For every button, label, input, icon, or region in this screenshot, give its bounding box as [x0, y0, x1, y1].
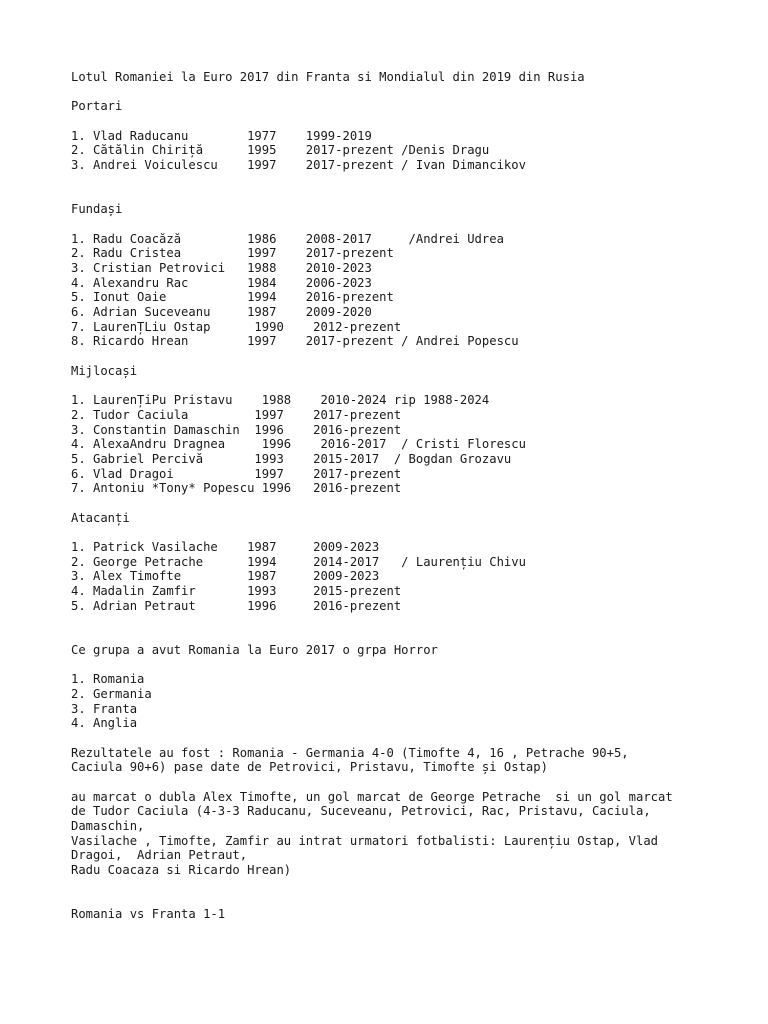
section-heading-portari: Portari [71, 99, 123, 114]
roster-line: 7. LaurenȚLiu Ostap 1990 2012-prezent [71, 319, 402, 334]
details-line: Vasilache , Timofte, Zamfir au intrat urmatori fotbalisti: Laurențiu Ostap, Vlad [71, 833, 658, 848]
roster-line: 1. LaurenȚiPu Pristavu 1988 2010-2024 rip 1988-2024 [71, 393, 490, 408]
roster-line: 4. Madalin Zamfir 1993 2015-prezent [71, 584, 402, 599]
roster-line: 3. Constantin Damaschin 1996 2016-prezent [71, 422, 402, 437]
group-team: 4. Anglia [71, 716, 138, 731]
document-title: Lotul Romaniei la Euro 2017 din Franta si Mondialul din 2019 din Rusia [71, 70, 585, 84]
roster-line: 5. Ionut Oaie 1994 2016-prezent [71, 290, 394, 305]
roster-line: 6. Vlad Dragoi 1997 2017-prezent [71, 466, 402, 481]
roster-line: 2. George Petrache 1994 2014-2017 / Laurențiu Chivu [71, 554, 526, 569]
roster-line: 5. Adrian Petraut 1996 2016-prezent [71, 598, 402, 613]
document-body [71, 70, 758, 922]
match-result: Romania vs Franta 1-1 [71, 907, 226, 922]
roster-line: 8. Ricardo Hrean 1997 2017-prezent / Andrei Popescu [71, 334, 519, 349]
section-heading-mijlocasi: Mijlocași [71, 363, 138, 378]
roster-line: 3. Andrei Voiculescu 1997 2017-prezent / Ivan Dimancikov [71, 158, 526, 173]
group-team: 1. Romania [71, 672, 145, 687]
results-line: Caciula 90+6) pase date de Petrovici, Pristavu, Timofte și Ostap) [71, 760, 548, 775]
roster-line: 3. Cristian Petrovici 1988 2010-2023 [71, 260, 372, 275]
roster-line: 5. Gabriel Percivă 1993 2015-2017 / Bogdan Grozavu [71, 451, 512, 466]
group-team: 3. Franta [71, 701, 138, 716]
roster-line: 1. Patrick Vasilache 1987 2009-2023 [71, 540, 380, 555]
details-line: au marcat o dubla Alex Timofte, un gol marcat de George Petrache si un gol marcat [71, 789, 673, 804]
roster-line: 1. Vlad Raducanu 1977 1999-2019 [71, 128, 372, 143]
details-line: Damaschin, [71, 819, 145, 834]
section-heading-atacanti: Atacanți [71, 510, 130, 525]
roster-line: 7. Antoniu *Tony* Popescu 1996 2016-prezent [71, 481, 402, 496]
roster-line: 4. AlexaAndru Dragnea 1996 2016-2017 / Cristi Florescu [71, 437, 526, 452]
roster-line: 2. Tudor Caciula 1997 2017-prezent [71, 407, 402, 422]
details-line: de Tudor Caciula (4-3-3 Raducanu, Suceveanu, Petrovici, Rac, Pristavu, Caciula, [71, 804, 651, 819]
roster-line: 2. Cătălin Chiriță 1995 2017-prezent /Denis Dragu [71, 143, 490, 158]
group-team: 2. Germania [71, 686, 152, 701]
details-line: Radu Coacaza si Ricardo Hrean) [71, 863, 292, 878]
roster-line: 4. Alexandru Rac 1984 2006-2023 [71, 275, 372, 290]
roster-line: 1. Radu Coacăză 1986 2008-2017 /Andrei Udrea [71, 231, 504, 246]
results-line: Rezultatele au fost : Romania - Germania 4-0 (Timofte 4, 16 , Petrache 90+5, [71, 745, 629, 760]
roster-line: 6. Adrian Suceveanu 1987 2009-2020 [71, 305, 372, 320]
roster-line: 2. Radu Cristea 1997 2017-prezent [71, 246, 394, 261]
group-question: Ce grupa a avut Romania la Euro 2017 o grpa Horror [71, 642, 438, 657]
roster-line: 3. Alex Timofte 1987 2009-2023 [71, 569, 380, 584]
details-line: Dragoi, Adrian Petraut, [71, 848, 248, 863]
section-heading-fundasi: Fundași [71, 202, 123, 217]
